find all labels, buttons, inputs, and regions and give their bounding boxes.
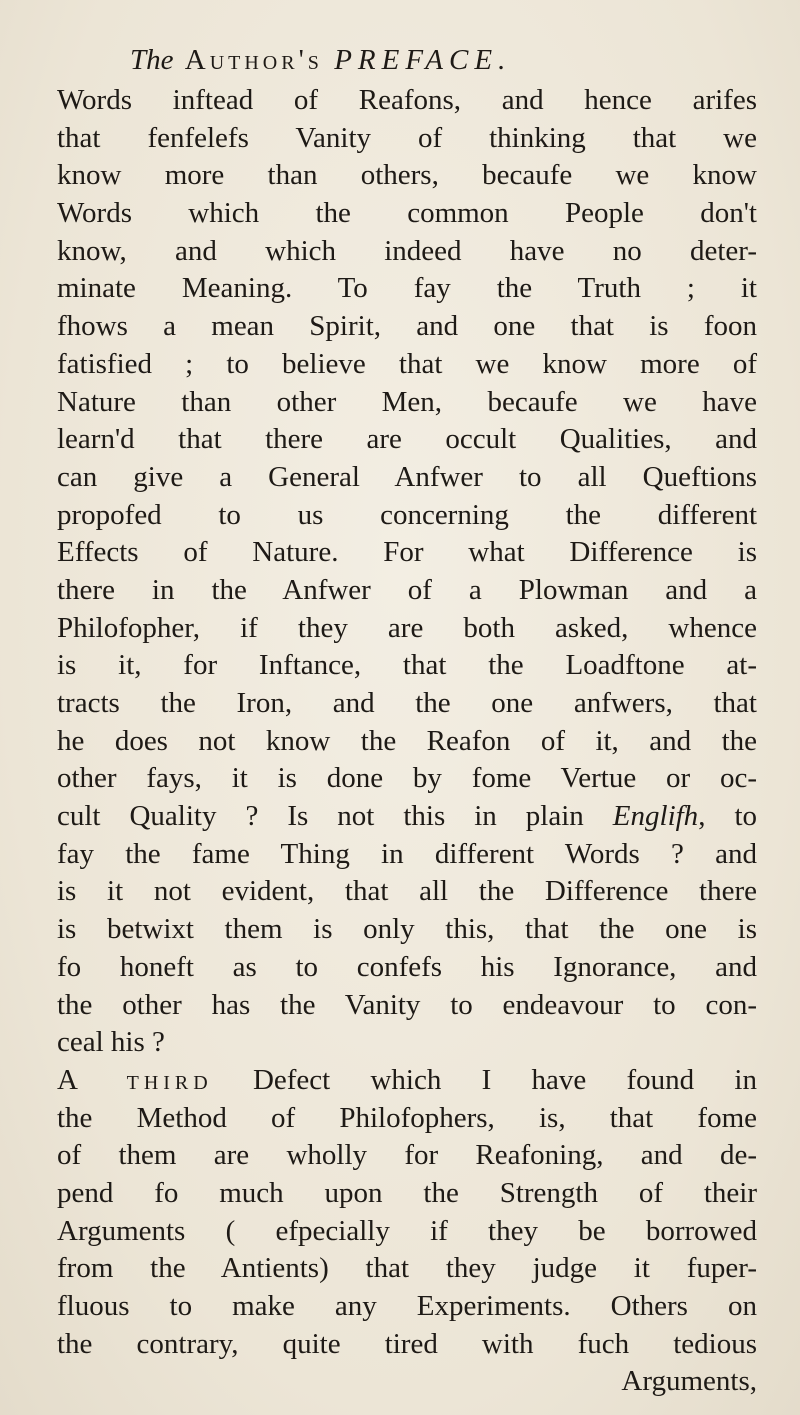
text-line: fatisfied ; to believe that we know more of xyxy=(57,347,757,380)
text-line: fay the fame Thing in different Words ? and xyxy=(57,837,757,870)
text-line: know, and which indeed have no deter- xyxy=(57,234,757,267)
text-line: other fays, it is done by fome Vertue or oc- xyxy=(57,762,757,795)
text-line: cult Quality ? Is not this in plain Englifh, to xyxy=(57,800,757,833)
page-body-text xyxy=(57,82,757,1401)
text-line: Nature than other Men, becaufe we have xyxy=(57,385,757,418)
text-line: is betwixt them is only this, that the one is xyxy=(57,913,757,946)
text-line: Words which the common People don't xyxy=(57,197,757,230)
text-line: the Method of Philofophers, is, that fome xyxy=(57,1101,757,1134)
text-line: A third Defect which I have found in xyxy=(57,1063,757,1096)
text-line: Words inftead of Reafons, and hence arifes xyxy=(57,84,757,116)
text-line: of them are wholly for Reafoning, and de- xyxy=(57,1139,757,1172)
text-line: Effects of Nature. For what Difference is xyxy=(57,536,757,569)
text-line: from the Antients) that they judge it fuper- xyxy=(57,1252,757,1285)
text-line: minate Meaning. To fay the Truth ; it xyxy=(57,272,757,305)
text-line: pend fo much upon the Strength of their xyxy=(57,1176,757,1209)
running-header xyxy=(130,44,511,77)
text-line: propofed to us concerning the different xyxy=(57,498,757,531)
text-line: fhows a mean Spirit, and one that is foon xyxy=(57,310,757,343)
text-line: that fenfelefs Vanity of thinking that we xyxy=(57,121,757,154)
text-line: know more than others, becaufe we know xyxy=(57,159,757,192)
header-preface: PREFACE. xyxy=(334,44,512,76)
text-line: he does not know the Reafon of it, and the xyxy=(57,724,757,757)
text-line: fo honeft as to confefs his Ignorance, and xyxy=(57,950,757,983)
text-line: is it not evident, that all the Difference there xyxy=(57,875,757,908)
text-line: tracts the Iron, and the one anfwers, that xyxy=(57,687,757,719)
header-author: Author's xyxy=(184,44,323,76)
small-caps-word: A third xyxy=(57,1063,213,1096)
text-line: the other has the Vanity to endeavour to con- xyxy=(57,988,757,1021)
text-line: learn'd that there are occult Qualities, and xyxy=(57,423,757,456)
text-line: Arguments ( efpecially if they be borrowed xyxy=(57,1214,757,1247)
text-line: Philofopher, if they are both asked, whence xyxy=(57,611,757,644)
text-line: can give a General Anfwer to all Queftions xyxy=(57,460,757,493)
text-line: the contrary, quite tired with fuch tedious xyxy=(57,1327,757,1360)
text-line: is it, for Inftance, that the Loadftone at- xyxy=(57,649,757,682)
italic-word: Englifh xyxy=(612,800,699,833)
text-line: Arguments, xyxy=(621,1365,757,1398)
header-the: The xyxy=(130,44,174,76)
text-line: fluous to make any Experiments. Others on xyxy=(57,1290,757,1322)
text-line: ceal his ? xyxy=(57,1026,165,1059)
text-line: there in the Anfwer of a Plowman and a xyxy=(57,573,757,606)
